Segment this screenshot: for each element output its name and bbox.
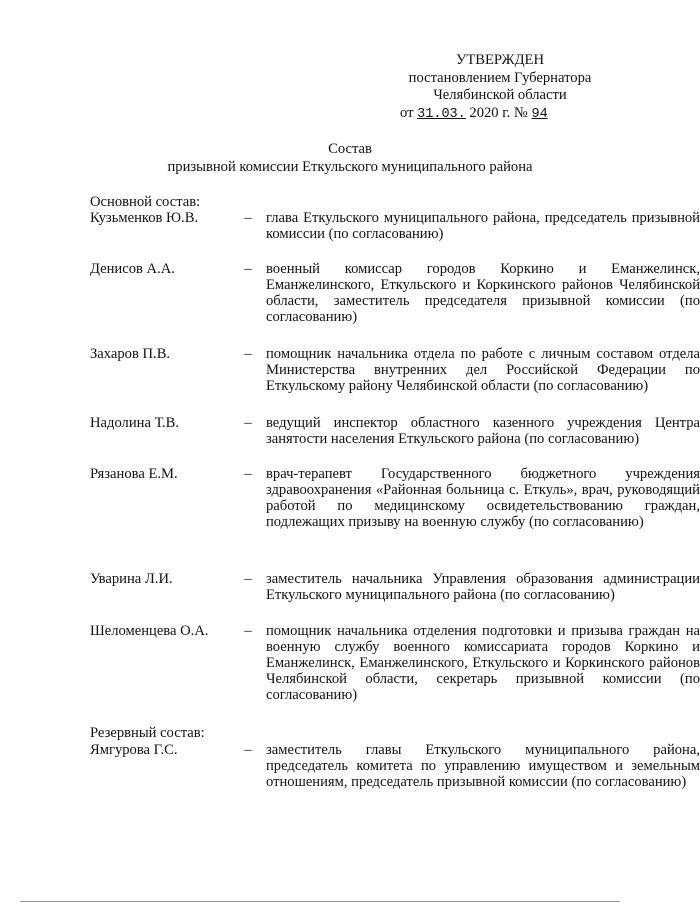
member-dash: – bbox=[244, 261, 252, 277]
member-dash: – bbox=[244, 415, 252, 431]
member-name: Надолина Т.В. bbox=[90, 415, 180, 431]
member-dash: – bbox=[244, 571, 252, 587]
member-description: ведущий инспектор областного казенного учреждения Центра занятости населения Еткульского района (по согласованию) bbox=[266, 415, 700, 447]
date-value: 31.03. bbox=[417, 106, 466, 122]
member-name: Захаров П.В. bbox=[90, 346, 171, 362]
member-dash: – bbox=[244, 742, 252, 758]
member-description: глава Еткульского муниципального района, председатель призывной комиссии (по согласованию) bbox=[266, 210, 700, 242]
main-section-label: Основной состав: bbox=[90, 194, 201, 210]
approval-title: УТВЕРЖДЕН bbox=[456, 52, 544, 68]
member-description: заместитель начальника Управления образования администрации Еткульского муниципального района (по согласованию) bbox=[266, 571, 700, 603]
approval-line-2: Челябинской области bbox=[433, 87, 567, 103]
member-description: заместитель главы Еткульского муниципального района, председатель комитета по управлению имуществом и земельным отношениям, председатель призывной комиссии (по согласованию) bbox=[266, 742, 700, 790]
heading-title: Состав bbox=[328, 141, 372, 157]
member-dash: – bbox=[244, 210, 252, 226]
heading-subtitle: призывной комиссии Еткульского муниципального района bbox=[167, 159, 533, 175]
member-description: помощник начальника отделения подготовки и призыва граждан на военную службу военного комиссариата городов Коркино и Еманжелинск, Еманжелинского, Еткульского и Коркинского районов Челябинской области, секретарь призывной комиссии (по согласованию) bbox=[266, 623, 700, 703]
member-name: Уварина Л.И. bbox=[90, 571, 173, 587]
member-description: врач-терапевт Государственного бюджетного учреждения здравоохранения «Районная больница с. Еткуль», врач, руководящий работой по медицинскому освидетельствованию граждан, подлежащих призыву на военную службу (по согласованию) bbox=[266, 466, 700, 530]
member-dash: – bbox=[244, 466, 252, 482]
member-dash: – bbox=[244, 346, 252, 362]
year-and-number-label: 2020 г. № bbox=[469, 104, 528, 121]
approval-line-1: постановлением Губернатора bbox=[408, 69, 592, 86]
page-bottom-rule bbox=[20, 901, 620, 902]
member-name: Шеломенцева О.А. bbox=[90, 623, 209, 639]
member-name: Кузьменков Ю.В. bbox=[90, 210, 199, 226]
reserve-section-label: Резервный состав: bbox=[90, 725, 205, 741]
approval-date-line bbox=[400, 105, 600, 124]
member-name: Денисов А.А. bbox=[90, 261, 175, 277]
document-number: 94 bbox=[531, 106, 548, 122]
approval-block bbox=[400, 52, 600, 123]
date-prefix: от bbox=[400, 104, 414, 121]
member-description: помощник начальника отдела по работе с личным составом отдела Министерства внутренних дел Российской Федерации по Еткульскому району Челябинской области (по согласованию) bbox=[266, 346, 700, 394]
document-heading bbox=[80, 140, 620, 176]
member-name: Ямгурова Г.С. bbox=[90, 742, 178, 758]
member-dash: – bbox=[244, 623, 252, 639]
member-name: Рязанова Е.М. bbox=[90, 466, 178, 482]
member-description: военный комиссар городов Коркино и Еманжелинск, Еманжелинского, Еткульского и Коркинского районов Челябинской области, заместитель председателя призывной комиссии (по согласованию) bbox=[266, 261, 700, 325]
